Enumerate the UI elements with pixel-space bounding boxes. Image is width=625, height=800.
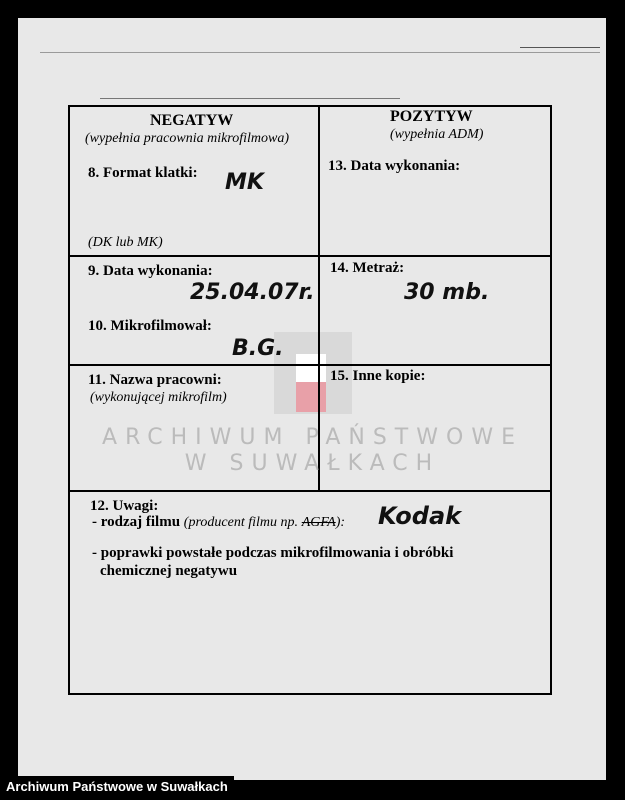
scan-streak bbox=[520, 47, 600, 48]
watermark-line2: W SUWAŁKACH bbox=[184, 451, 441, 476]
row-divider bbox=[68, 255, 552, 257]
negatyw-date-value: 25.04.07r. bbox=[190, 280, 315, 305]
film-type-hint-pre: (producent filmu np. bbox=[183, 515, 298, 530]
format-value: MK bbox=[225, 170, 264, 195]
scan-streak bbox=[100, 98, 400, 99]
scan-streak bbox=[40, 52, 600, 53]
row-divider bbox=[68, 364, 552, 366]
filmed-by-label: 10. Mikrofilmował: bbox=[88, 318, 212, 334]
pozytyw-subtitle: (wypełnia ADM) bbox=[390, 127, 484, 142]
film-type-prefix: - rodzaj filmu bbox=[92, 514, 181, 530]
negatyw-subtitle: (wypełnia pracownia mikrofilmowa) bbox=[85, 131, 290, 146]
film-type-hint-post: ): bbox=[335, 515, 346, 530]
film-type-value: Kodak bbox=[378, 502, 462, 530]
format-hint: (DK lub MK) bbox=[88, 235, 163, 250]
row-divider bbox=[68, 490, 552, 492]
lab-label: 11. Nazwa pracowni: bbox=[88, 372, 222, 388]
pozytyw-date-label: 13. Data wykonania: bbox=[328, 158, 461, 174]
lab-hint: (wykonującej mikrofilm) bbox=[90, 390, 227, 405]
watermark-line1: ARCHIWUM PAŃSTWOWE bbox=[102, 425, 523, 450]
length-value: 30 mb. bbox=[404, 280, 490, 305]
corrections-line2: chemicznej negatywu bbox=[100, 563, 238, 579]
film-type-struck: AGFA bbox=[301, 515, 336, 530]
length-label: 14. Metraż: bbox=[330, 260, 405, 276]
footer-credit: Archiwum Państwowe w Suwałkach bbox=[0, 776, 234, 798]
negatyw-title: NEGATYW bbox=[150, 112, 234, 129]
copies-label: 15. Inne kopie: bbox=[330, 368, 426, 384]
negatyw-date-label: 9. Data wykonania: bbox=[88, 263, 213, 279]
filmed-by-value: B.G. bbox=[232, 336, 284, 361]
corrections-line1: - poprawki powstałe podczas mikrofilmowania i obróbki bbox=[92, 545, 454, 561]
format-label: 8. Format klatki: bbox=[88, 165, 198, 181]
film-type-line bbox=[92, 514, 345, 531]
remarks-label: 12. Uwagi: bbox=[90, 498, 159, 514]
pozytyw-title: POZYTYW bbox=[390, 108, 473, 125]
